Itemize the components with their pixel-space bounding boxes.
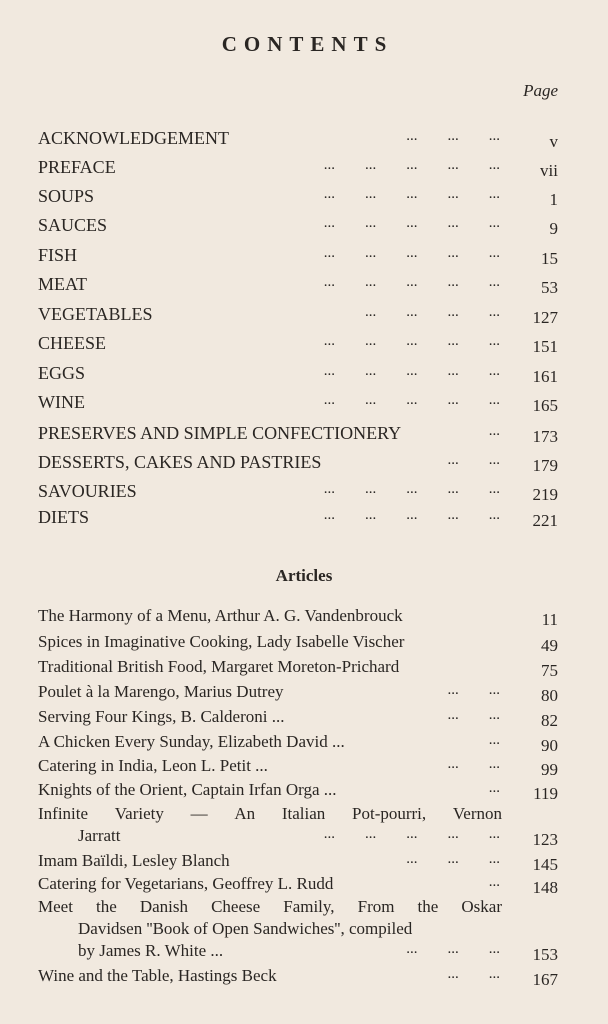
leader-dots: ... ... ... bbox=[406, 128, 500, 144]
toc-entry bbox=[38, 361, 558, 385]
leader-dots: ... ... ... ... ... bbox=[323, 245, 500, 261]
article-title-cont: Jarratt bbox=[78, 826, 121, 845]
toc-entry bbox=[38, 126, 558, 150]
toc-entry bbox=[38, 302, 558, 326]
article-title: Catering for Vegetarians, Geoffrey L. Rudd bbox=[38, 874, 334, 893]
article-page: 49 bbox=[541, 636, 558, 655]
article-page: 80 bbox=[541, 686, 558, 705]
article-title: Poulet à la Marengo, Marius Dutrey bbox=[38, 682, 284, 701]
article-title: The Harmony of a Menu, Arthur A. G. Vandenbrouck bbox=[38, 606, 403, 625]
toc-entry bbox=[38, 450, 558, 474]
leader-dots: ... ... ... ... ... bbox=[323, 186, 500, 202]
article-page: 153 bbox=[532, 945, 558, 964]
leader-dots: ... bbox=[488, 780, 500, 796]
toc-entry-title: PRESERVES AND SIMPLE CONFECTIONERY bbox=[38, 423, 402, 443]
leader-dots: ... ... ... ... ... bbox=[323, 333, 500, 349]
leader-dots: ... ... ... ... ... bbox=[323, 507, 500, 523]
article-entry bbox=[38, 731, 558, 753]
leader-dots: ... ... bbox=[447, 966, 500, 982]
article-page: 119 bbox=[533, 784, 558, 803]
toc-entry bbox=[38, 272, 558, 296]
toc-entry-title: DESSERTS, CAKES AND PASTRIES bbox=[38, 452, 322, 472]
toc-entry bbox=[38, 331, 558, 355]
article-title: Catering in India, Leon L. Petit ... bbox=[38, 756, 268, 775]
toc-entry bbox=[38, 243, 558, 267]
article-title: Spices in Imaginative Cooking, Lady Isabelle Vischer bbox=[38, 632, 405, 651]
toc-entry bbox=[38, 155, 558, 179]
article-entry bbox=[38, 755, 558, 777]
article-entry bbox=[38, 681, 558, 703]
toc-entry-title: SAVOURIES bbox=[38, 481, 137, 501]
leader-dots: ... ... ... ... ... bbox=[323, 481, 500, 497]
toc-entry-page: 9 bbox=[549, 219, 558, 238]
article-entry bbox=[38, 605, 558, 627]
article-entry bbox=[38, 965, 558, 987]
article-title: A Chicken Every Sunday, Elizabeth David ... bbox=[38, 732, 345, 751]
toc-entry-page: 161 bbox=[532, 367, 558, 386]
toc-entry-title: VEGETABLES bbox=[38, 304, 153, 324]
leader-dots: ... bbox=[488, 874, 500, 890]
toc-entry-title: EGGS bbox=[38, 363, 86, 383]
article-entry bbox=[38, 896, 558, 962]
toc-entry-page: 15 bbox=[541, 249, 558, 268]
leader-dots: ... ... ... ... ... bbox=[323, 826, 500, 842]
leader-dots: ... ... ... ... bbox=[365, 304, 500, 320]
toc-entry-page: 151 bbox=[532, 337, 558, 356]
toc-entry-title: CHEESE bbox=[38, 333, 107, 353]
toc-entry-page: 53 bbox=[541, 278, 558, 297]
leader-dots: ... ... ... bbox=[406, 851, 500, 867]
article-title-cont: Davidsen ''Book of Open Sandwiches'', compiled bbox=[78, 919, 413, 938]
article-title-cont: by James R. White ... bbox=[78, 941, 224, 960]
article-title-line: Infinite Variety — An Italian Pot-pourri, Vernon bbox=[38, 804, 502, 823]
toc-entry-title: FISH bbox=[38, 245, 78, 265]
article-page: 123 bbox=[532, 830, 558, 849]
article-page: 75 bbox=[541, 661, 558, 680]
toc-entry-title: SAUCES bbox=[38, 215, 108, 235]
leader-dots: ... ... bbox=[447, 707, 500, 723]
toc-entry-title: DIETS bbox=[38, 507, 89, 527]
toc-entry-page: 127 bbox=[532, 308, 558, 327]
article-page: 90 bbox=[541, 736, 558, 755]
leader-dots: ... ... ... ... ... bbox=[323, 274, 500, 290]
toc-entry-page: 179 bbox=[532, 456, 558, 475]
toc-entry-page: 173 bbox=[532, 427, 558, 446]
leader-dots: ... ... ... ... ... bbox=[323, 215, 500, 231]
toc-entry-page: 219 bbox=[532, 485, 558, 504]
toc-entry-title: WINE bbox=[38, 392, 85, 412]
article-page: 148 bbox=[532, 878, 558, 897]
leader-dots: ... ... ... ... ... bbox=[323, 157, 500, 173]
article-entry bbox=[38, 850, 558, 872]
toc-entry bbox=[38, 505, 558, 529]
toc-entry-page: 1 bbox=[549, 190, 558, 209]
leader-dots: ... ... bbox=[447, 682, 500, 698]
toc-entry-page: 165 bbox=[532, 396, 558, 415]
article-entry bbox=[38, 656, 558, 678]
leader-dots: ... ... bbox=[447, 756, 500, 772]
toc-entry-title: MEAT bbox=[38, 274, 87, 294]
article-title: Knights of the Orient, Captain Irfan Orga ... bbox=[38, 780, 337, 799]
article-title: Serving Four Kings, B. Calderoni ... bbox=[38, 707, 285, 726]
leader-dots: ... ... ... ... ... bbox=[323, 363, 500, 379]
leader-dots: ... ... ... ... ... bbox=[323, 392, 500, 408]
toc-entry-title: SOUPS bbox=[38, 186, 95, 206]
article-page: 99 bbox=[541, 760, 558, 779]
leader-dots: ... ... ... bbox=[406, 941, 500, 957]
articles-heading: Articles bbox=[275, 566, 333, 585]
article-entry bbox=[38, 803, 558, 847]
article-page: 82 bbox=[541, 711, 558, 730]
article-title-line: Meet the Danish Cheese Family, From the Oskar bbox=[38, 897, 502, 916]
article-page: 167 bbox=[532, 970, 558, 989]
toc-entry bbox=[38, 390, 558, 414]
article-entry bbox=[38, 631, 558, 653]
page-column-header: Page bbox=[523, 81, 558, 100]
toc-entry-title: PREFACE bbox=[38, 157, 116, 177]
article-entry bbox=[38, 873, 558, 895]
leader-dots: ... bbox=[488, 423, 500, 439]
article-page: 11 bbox=[541, 610, 558, 629]
article-entry bbox=[38, 706, 558, 728]
leader-dots: ... bbox=[488, 732, 500, 748]
page-title: CONTENTS bbox=[221, 32, 394, 56]
toc-entry bbox=[38, 479, 558, 503]
article-title: Imam Baïldi, Lesley Blanch bbox=[38, 851, 230, 870]
toc-entry-page: v bbox=[549, 132, 558, 151]
toc-entry bbox=[38, 213, 558, 237]
toc-entry bbox=[38, 184, 558, 208]
toc-entry-page: vii bbox=[540, 161, 558, 180]
toc-entry-page: 221 bbox=[532, 511, 558, 530]
toc-entry-title: ACKNOWLEDGEMENT bbox=[38, 128, 229, 148]
leader-dots: ... ... bbox=[447, 452, 500, 468]
article-entry bbox=[38, 779, 558, 801]
toc-entry bbox=[38, 421, 558, 445]
article-title: Traditional British Food, Margaret Moreton-Prichard bbox=[38, 657, 400, 676]
article-title: Wine and the Table, Hastings Beck bbox=[38, 966, 277, 985]
article-page: 145 bbox=[532, 855, 558, 874]
